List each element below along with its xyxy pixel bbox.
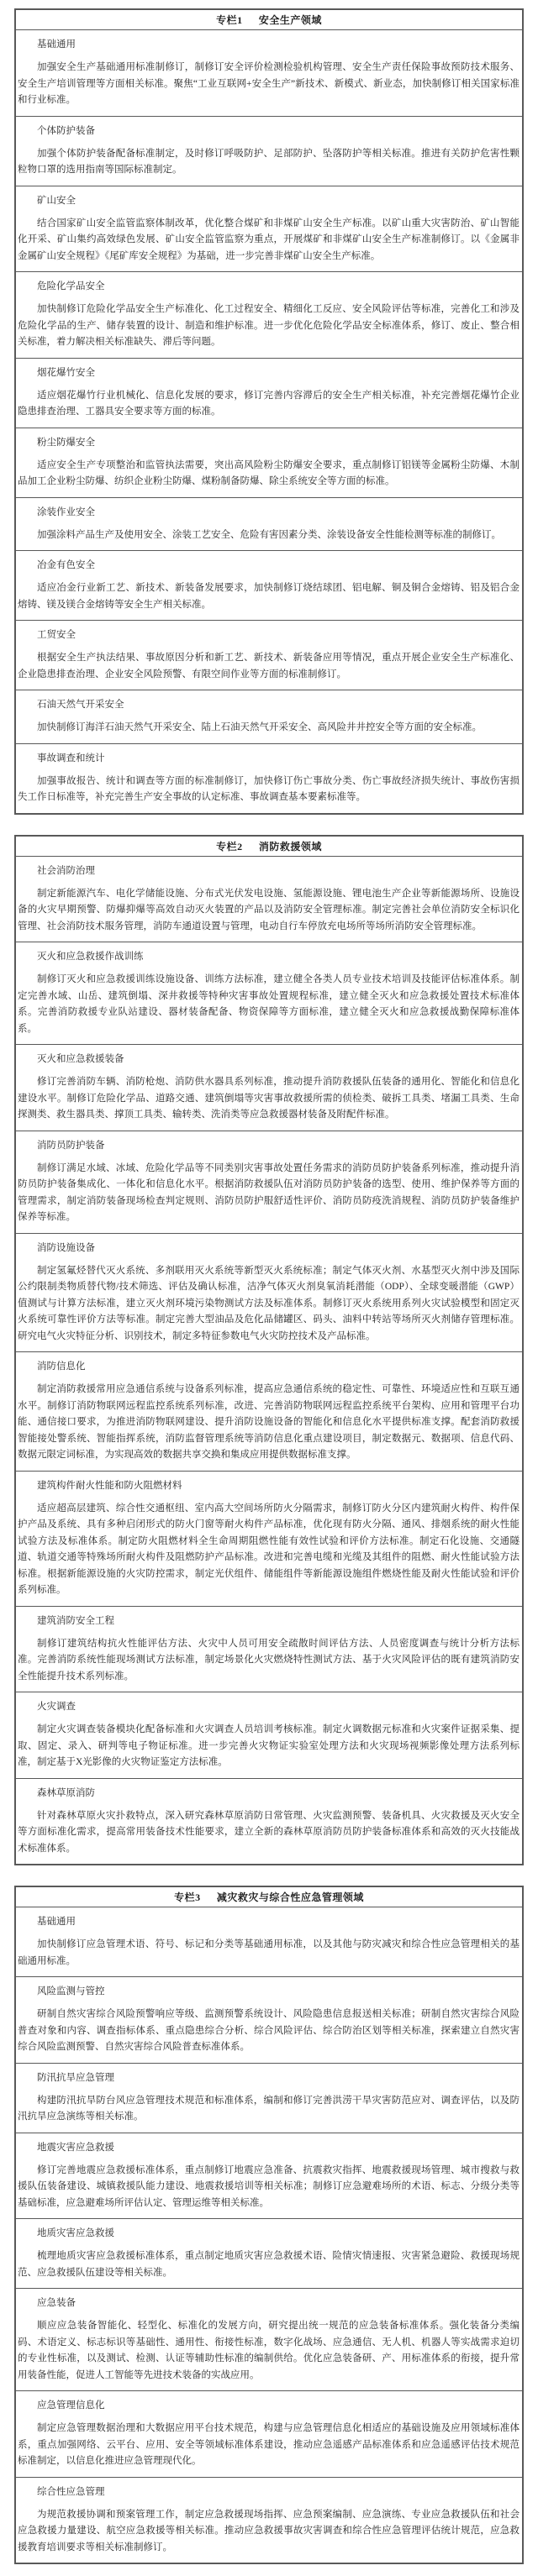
panel-row: [16, 2391, 522, 2478]
panel-row: [16, 2289, 522, 2391]
panel-panel3: [14, 1886, 524, 2564]
panel-row: [16, 2478, 522, 2563]
panel-row: [16, 2219, 522, 2289]
row-heading: 事故调查和统计: [37, 753, 105, 763]
row-body: 适应烟花爆竹行业机械化、信息化发展的要求，修订完善内容滞后的安全生产相关标准，补充完善烟花爆竹企业隐患排查治理、工器具安全要求等方面的标准。: [18, 390, 520, 417]
row-heading: 矿山安全: [37, 195, 76, 206]
panel-row: [16, 1352, 522, 1472]
panel-title-prefix: 专栏2: [216, 840, 243, 853]
row-heading: 地质灾害应急救援: [37, 2228, 114, 2238]
row-body: 构建防汛抗旱防台风应急管理技术规范和标准体系，编制和修订完善洪涝干旱灾害防范应对、调查评估，以及防汛抗旱应急演练等相关标准。: [18, 2095, 520, 2122]
row-body: 顺应应急装备智能化、轻型化、标准化的发展方向，研究提出统一规范的应急装备标准体系。强化装备分类编码、术语定义、标志标识等基础性、通用性、衔接性标准，数字化战场、应急通信、无人机、机器人等实战需求迫切的专业性标准，以及测试、检测、认证等辅助性标准的编制供给。优化应急装备研、产、用标准体系的衔接，提升常用装备性能，促进人工智能等先进技术装备的实战应用。: [18, 2321, 520, 2380]
row-heading: 石油天然气开采安全: [37, 700, 124, 710]
panel-row: [16, 1907, 522, 1977]
row-body: 适应安全生产专项整治和监管执法需要，突出高风险粉尘防爆安全要求，重点制修订铝镁等金属粉尘防爆、木制品加工企业粉尘防爆、纺织企业粉尘防爆、煤粉制备防爆、除尘系统安全等方面的标准。: [18, 459, 520, 486]
panel-row: [16, 1607, 522, 1693]
row-heading: 建筑消防安全工程: [37, 1615, 114, 1626]
row-body: 加强个体防护装备配备标准制定，及时修订呼吸防护、足部防护、坠落防护等相关标准。推进有关防护危害性颗粒物口罩的选用指南等国际标准制定。: [18, 148, 520, 175]
row-body: 制定氢氟烃替代灭火系统、多剂联用灭火系统等新型灭火系统标准；制定气体灭火剂、水基型灭火剂中涉及国际公约限制类物质替代物/技术筛选、评估及确认标准，洁净气体灭火剂臭氧消耗潜能（ODP）、全球变暖潜能（GWP）值测试与计算方法标准，建立灭火剂环境污染物测试方法及标准体系。制修订灭火系统用系列火灾试验模型和固定灭火系统可靠性评价方法等标准。制定完善大型油品及危化品储罐区、码头、油料中转站等场所灭火剂储存管理标准。研究电气火灾特征分析、识别技术，制定多特征参数电气火灾防控技术及产品标准。: [18, 1265, 520, 1341]
panel-row: [16, 1779, 522, 1865]
row-heading: 应急管理信息化: [37, 2400, 105, 2411]
panel-row: [16, 2133, 522, 2220]
panel-row: [16, 744, 522, 813]
panel-row: [16, 30, 522, 117]
row-body: 修订完善地震应急救援标准体系，重点制修订地震应急准备、抗震救灾指挥、地震救援现场管理、城市搜救与救援队伍装备建设、城镇救援队能力建设、地震救援培训等相关标准；制修订应急避难场所的术语、标志、分级分类等基础标准，应急避难场所评估认定、管理运维等相关标准。: [18, 2164, 520, 2208]
row-heading: 个体防护装备: [37, 125, 95, 136]
row-body: 制修订满足水域、冰域、危险化学品等不同类别灾害事故处置任务需求的消防员防护装备系列标准，推动提升消防员防护装备集成化、一体化和信息化水平。根据消防救援队伍对消防员防护装备的选型、使用、维护保养等方面的管理需求，制定消防装备现场检查判定规则、消防员防护服舒适性评价、消防员防疫洗消规程、消防员防护装备维护保养等标准。: [18, 1162, 520, 1222]
row-body: 加快制修订应急管理术语、符号、标记和分类等基础通用标准，以及其他与防灾减灾和综合性应急管理相关的基础通用标准。: [18, 1939, 520, 1966]
row-heading: 建筑构件耐火性能和防火阻燃材料: [37, 1480, 182, 1491]
panel-row: [16, 1977, 522, 2064]
row-body: 制修订灭火和应急救援训练设施设备、训练方法标准，建立健全各类人员专业技术培训及技能评估标准体系。制定完善水域、山岳、建筑倒塌、深井救援等特种灾害事故处置规程标准，建立健全灭火和应急救援处置技术标准体系。完善消防救援专业队站建设、器材装备配备、物资保障等方面标准，建立健全灭火和应急救援战勤保障标准体系。: [18, 974, 520, 1034]
panel-row: [16, 1131, 522, 1234]
row-heading: 风险监测与管控: [37, 1986, 105, 1996]
panel-title-text: 减灾救灾与综合性应急管理领域: [216, 1891, 364, 1903]
row-heading: 灭火和应急救援作战训练: [37, 952, 144, 962]
row-heading: 火灾调查: [37, 1702, 76, 1712]
panel-title: [16, 1887, 522, 1907]
row-body: 制定火灾调查装备模块化配备标准和火灾调查人员培训考核标准。制定火调数据元标准和火灾案件证据采集、提取、固定、录入、研判等电子物证标准。进一步完善火灾物证实验室处理方法和火灾现场视频影像处理方法系列标准，制定基于X光影像的火灾物证鉴定方法标准。: [18, 1724, 520, 1767]
row-body: 梳理地质灾害应急救援标准体系，重点制定地质灾害应急救援术语、险情灾情速报、灾害紧急避险、救援现场规范、应急救援队伍建设等相关标准。: [18, 2251, 520, 2278]
panel-title-text: 安全生产领域: [258, 14, 322, 26]
panel-title-prefix: 专栏1: [216, 14, 243, 26]
row-body: 加强涂料产品生产及使用安全、涂装工艺安全、危险有害因素分类、涂装设备安全性能检测等标准的制修订。: [37, 529, 501, 540]
panel-row: [16, 117, 522, 186]
row-body: 制定新能源汽车、电化学储能设施、分布式光伏发电设施、氢能源设施、锂电池生产企业等新能源场所、设施设备的火灾早期预警、防爆抑爆等高效自动灭火装置的产品以及消防安全管理标准。制定完善社会单位消防安全标识化管理、社会消防技术服务管理，消防车通道设置与管理，电动自行车停放充电场所等场所消防安全管理标准。: [18, 888, 520, 931]
row-heading: 烟花爆竹安全: [37, 367, 95, 378]
row-body: 制定应急管理数据治理和大数据应用平台技术规范，构建与应急管理信息化相适应的基础设施及应用领域标准体系，重点加强网络、云平台、应用、安全等领域标准体系建设，推动应急遥感产品标准体系和应急遥感评估技术规范标准制定，以信息化推进应急管理现代化。: [18, 2423, 520, 2466]
row-heading: 冶金有色安全: [37, 560, 95, 570]
row-body: 适应冶金行业新工艺、新技术、新装备发展要求，加快制修订烧结球团、铝电解、铜及铜合金熔铸、铝及铝合金熔铸、镁及镁合金熔铸等安全生产相关标准。: [18, 583, 520, 610]
panel-row: [16, 2064, 522, 2133]
panel-row: [16, 551, 522, 621]
row-heading: 灭火和应急救援装备: [37, 1054, 124, 1064]
panel-row: [16, 498, 522, 552]
row-body: 根据安全生产执法结果、事故原因分析和新工艺、新技术、新装备应用等情况，重点开展企业安全生产标准化、企业隐患排查治理、企业安全风险预警、有限空间作业等方面的标准制修订。: [18, 653, 520, 679]
panel-row: [16, 272, 522, 359]
panel-row: [16, 1472, 522, 1607]
row-heading: 工贸安全: [37, 630, 76, 640]
row-heading: 粉尘防爆安全: [37, 437, 95, 448]
panel-row: [16, 1045, 522, 1131]
panel-row: [16, 1692, 522, 1779]
row-heading: 应急装备: [37, 2298, 76, 2308]
panel-row: [16, 186, 522, 273]
panel-row: [16, 621, 522, 690]
row-heading: 综合性应急管理: [37, 2486, 105, 2497]
row-body: 修订完善消防车辆、消防枪炮、消防供水器具系列标准，推动提升消防救援队伍装备的通用化、智能化和信息化建设水平。制修订危险化学品、道路交通、建筑倒塌等灾害事故救援所需的侦检类、破拆工具类、堵漏工具类、生命探测类、救生器具类、撑顶工具类、输转类、洗消类等应急救援器材装备及附配件标准。: [18, 1077, 520, 1120]
row-heading: 防汛抗旱应急管理: [37, 2072, 114, 2083]
row-body: 制定消防救援常用应急通信系统与设备系列标准，提高应急通信系统的稳定性、可靠性、环境适应性和互联互通水平。制修订消防物联网远程监控系统系列标准，改进、完善消防物联网远程监控系统平台架构、应用和管理平台功能、通信接口要求，为推进消防物联网建设、提升消防设施设备的智能化和信息化水平提供标准支撑。配套消防救援智能接处警系统、智能指挥系统，消防监督管理系统等消防信息化重点建设项目，制定数据元、数据项、信息代码、数据元限定词标准，为实现高效的数据共享交换和集成应用提供数据标准支撑。: [18, 1384, 520, 1460]
row-body: 加快制修订危险化学品安全生产标准化、化工过程安全、精细化工反应、安全风险评估等标准，完善化工和涉及危险化学品的生产、储存装置的设计、制造和维护标准。进一步优化危险化学品安全标准体系，修订、废止、整合相关标准，着力解决相关标准缺失、滞后等问题。: [18, 304, 520, 347]
row-body: 结合国家矿山安全监管监察体制改革，优化整合煤矿和非煤矿山安全生产标准。以矿山重大灾害防治、矿山智能化开采、矿山集约高效绿色发展、矿山安全监管监察为重点，开展煤矿和非煤矿山安全生产标准制修订。以《金属非金属矿山安全规程》《尾矿库安全规程》为基础，进一步完善非煤矿山安全生产标准。: [18, 218, 520, 261]
panel-row: [16, 942, 522, 1045]
row-heading: 涂装作业安全: [37, 506, 95, 517]
panel-row: [16, 857, 522, 943]
row-heading: 基础通用: [37, 39, 76, 50]
row-heading: 森林草原消防: [37, 1787, 95, 1798]
panel-row: [16, 428, 522, 498]
panel-title: [16, 837, 522, 857]
panel-row: [16, 690, 522, 744]
row-heading: 消防员防护装备: [37, 1140, 105, 1151]
row-body: 加强安全生产基础通用标准制修订，制修订安全评价检测检验机构管理、安全生产责任保险事故预防技术服务、安全生产培训管理等方面相关标准。聚焦“工业互联网+安全生产”新技术、新模式、新业态，加快制修订相关国家标准和行业标准。: [18, 62, 520, 105]
row-heading: 消防信息化: [37, 1361, 86, 1372]
panel-title-prefix: 专栏3: [174, 1891, 201, 1903]
row-body: 针对森林草原火灾扑救特点，深入研究森林草原消防日常管理、火灾监测预警、装备机具、火灾救援及灭火安全等方面标准化需求，提高常用装备技术性能要求，建立全新的森林草原消防员防护装备标准体系和高效的灭火技能战术标准体系。: [18, 1810, 520, 1854]
panel-panel1: [14, 8, 524, 815]
panel-row: [16, 359, 522, 428]
row-body: 制修订建筑结构抗火性能评估方法、火灾中人员可用安全疏散时间评估方法、人员密度调查与统计分析方法标准。完善消防系统性能现场测试方法标准，制定场景化火灾燃烧特性测试方法、基于火灾风险评估的既有建筑消防安全性能提升技术系列标准。: [18, 1638, 520, 1681]
panel-row: [16, 1234, 522, 1353]
panel-title: [16, 10, 522, 30]
row-body: 为规范救援协调和预案管理工作，制定应急救援现场指挥、应急预案编制、应急演练、专业应急救援队伍和社会应急救援力量建设、航空应急救援等相关标准。推动应急救援事故灾害调查和综合性应急管理评估统计规范，应急救援教育培训要求等相关标准制修订。: [18, 2509, 520, 2552]
row-body: 研制自然灾害综合风险预警响应等级、监测预警系统设计、风险隐患信息报送相关标准；研制自然灾害综合风险普查对象和内容、调查指标体系、重点隐患综合分析、综合风险评估、综合防治区划等相关标准，探索建立自然灾害综合风险监测预警、自然灾害综合风险普查标准体系。: [18, 2009, 520, 2052]
row-body: 加强事故报告、统计和调查等方面的标准制修订，加快修订伤亡事故分类、伤亡事故经济损失统计、事故伤害损失工作日标准等，补充完善生产安全事故的认定标准、事故调查基本要素标准等。: [18, 775, 520, 802]
row-heading: 基础通用: [37, 1917, 76, 1927]
row-heading: 地震灾害应急救援: [37, 2142, 114, 2153]
panel-title-text: 消防救援领域: [258, 840, 322, 853]
row-body: 适应超高层建筑、综合性交通枢纽、室内高大空间场所防火分隔需求，制修订防火分区内建筑耐火构件、构件保护产品及系统、具有多种启闭形式的防火门窗等耐火构件产品标准，优化现有防火分隔、通风、排烟系统的耐火性能试验方法及标准体系。制定防火阻燃材料全生命周期阻燃性能有效性试验和评价方法标准。制定石化设施、交通隧道、轨道交通等特殊场所耐火构件及阻燃防护产品标准。改进和完善电缆和光缆及其组件的阻燃、耐火性能试验方法标准。根据新能源设施的火灾防控需求，制定光伏组件、储能组件等新能源设施组件燃烧性能及耐火性能试验和评价系列标准。: [18, 1503, 520, 1595]
row-heading: 消防设施设备: [37, 1242, 95, 1253]
row-heading: 社会消防治理: [37, 865, 95, 876]
panel-panel2: [14, 835, 524, 1866]
row-heading: 危险化学品安全: [37, 281, 105, 291]
row-body: 加快制修订海洋石油天然气开采安全、陆上石油天然气开采安全、高风险井井控安全等方面的安全标准。: [37, 722, 482, 732]
